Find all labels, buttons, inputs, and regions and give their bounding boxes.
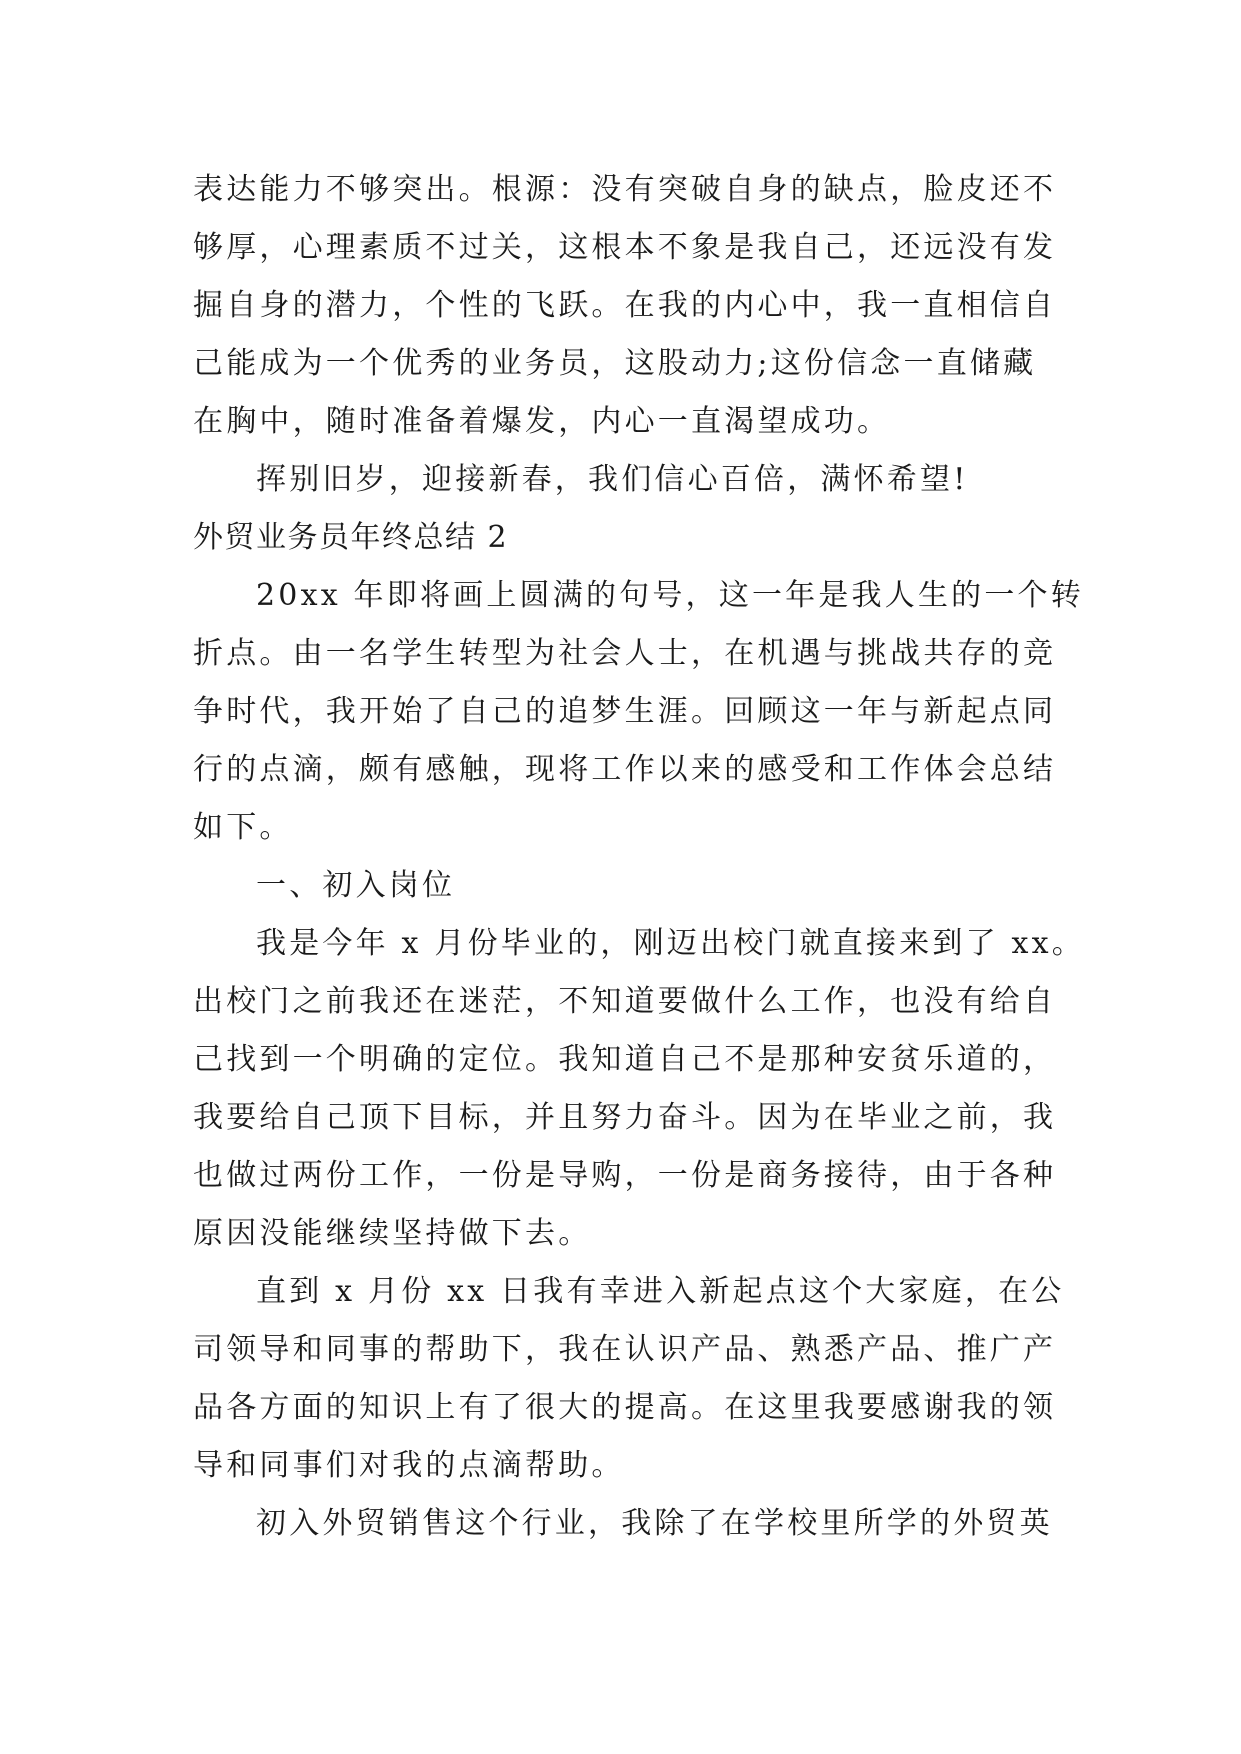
- text-line: 司领导和同事的帮助下，我在认识产品、熟悉产品、推广产: [193, 1332, 1057, 1367]
- text-line: 表达能力不够突出。根源：没有突破自身的缺点，脸皮还不: [193, 172, 1057, 207]
- text-line: 行的点滴，颇有感触，现将工作以来的感受和工作体会总结: [193, 752, 1057, 787]
- text-line: 品各方面的知识上有了很大的提高。在这里我要感谢我的领: [193, 1390, 1057, 1425]
- text-line: 够厚，心理素质不过关，这根本不象是我自己，还远没有发: [193, 230, 1057, 265]
- text-line: 己找到一个明确的定位。我知道自己不是那种安贫乐道的，: [193, 1042, 1057, 1077]
- text-line: 20xx 年即将画上圆满的句号，这一年是我人生的一个转: [256, 578, 1084, 613]
- text-line: 挥别旧岁，迎接新春，我们信心百倍，满怀希望!: [256, 462, 969, 497]
- text-line: 我要给自己顶下目标，并且努力奋斗。因为在毕业之前，我: [193, 1100, 1057, 1135]
- text-line: 争时代，我开始了自己的追梦生涯。回顾这一年与新起点同: [193, 694, 1057, 729]
- document-body: [193, 161, 1085, 1553]
- text-line: 折点。由一名学生转型为社会人士，在机遇与挑战共存的竞: [193, 636, 1057, 671]
- text-line: 如下。: [193, 810, 293, 845]
- text-line: 己能成为一个优秀的业务员，这股动力;这份信念一直储藏: [193, 346, 1037, 381]
- text-line: 在胸中，随时准备着爆发，内心一直渴望成功。: [193, 404, 891, 439]
- text-line: 也做过两份工作，一份是导购，一份是商务接待，由于各种: [193, 1158, 1057, 1193]
- text-line: 原因没能继续坚持做下去。: [193, 1216, 592, 1251]
- text-line: 掘自身的潜力，个性的飞跃。在我的内心中，我一直相信自: [193, 288, 1057, 323]
- text-line: 出校门之前我还在迷茫，不知道要做什么工作，也没有给自: [193, 984, 1057, 1019]
- text-line: 我是今年 x 月份毕业的，刚迈出校门就直接来到了 xx。: [256, 926, 1085, 961]
- text-line: 初入外贸销售这个行业，我除了在学校里所学的外贸英: [256, 1506, 1053, 1541]
- section-title: 外贸业务员年终总结 2: [193, 520, 509, 555]
- subheading: 一、初入岗位: [256, 868, 456, 903]
- text-line: 直到 x 月份 xx 日我有幸进入新起点这个大家庭，在公: [256, 1274, 1065, 1309]
- text-line: 导和同事们对我的点滴帮助。: [193, 1448, 625, 1483]
